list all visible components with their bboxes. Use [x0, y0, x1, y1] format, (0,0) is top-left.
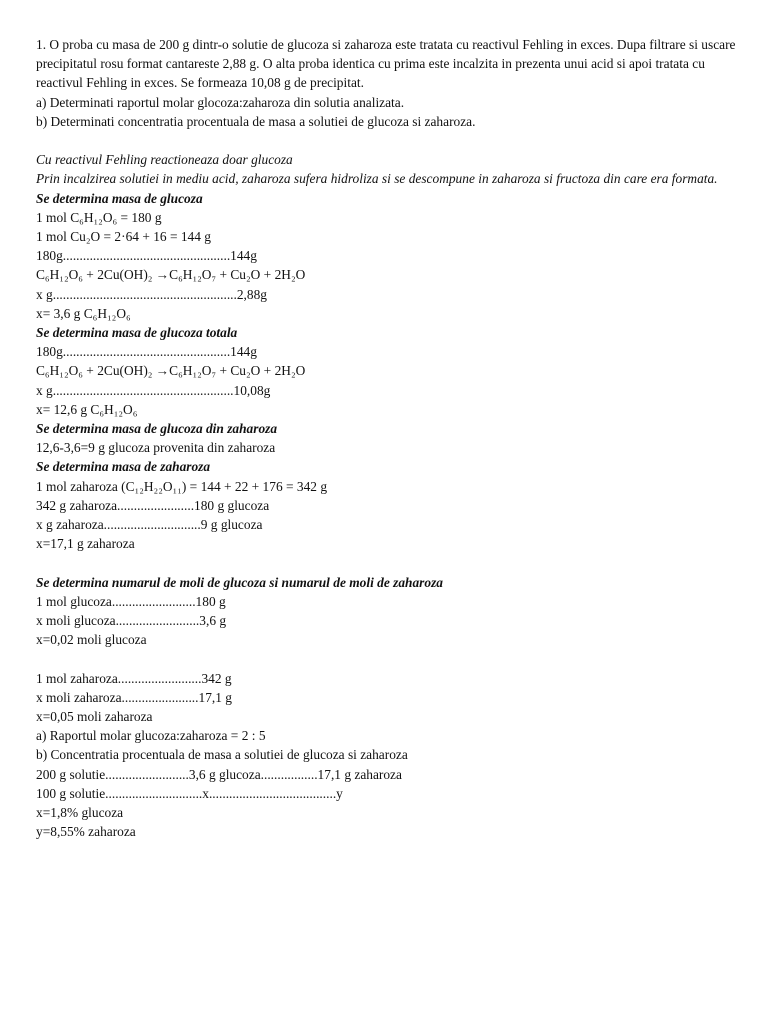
section-heading-glucose-from-sucrose: Se determina masa de glucoza din zaharoza: [36, 421, 278, 437]
reaction-equation: C₆H₁₂O₆ + 2Cu(OH)₂ →C₆H₁₂O₇ + Cu₂O + 2H₂O: [36, 267, 306, 283]
text-line: 180g..................................................144g: [36, 344, 257, 360]
text-line: 1 mol zaharoza (C₁₂H₂₂O₁₁) = 144 + 22 + 176 = 342 g: [36, 478, 328, 494]
text-line: x g.......................................................2,88g: [36, 286, 267, 302]
text-line: 180g..................................................144g: [36, 248, 257, 264]
result-line: x=17,1 g zaharoza: [36, 536, 135, 552]
result-line: 12,6-3,6=9 g glucoza provenita din zaharoza: [36, 440, 276, 456]
result-line: x= 12,6 g C₆H₁₂O₆: [36, 401, 138, 417]
text-line: 200 g solutie.........................3,6 g glucoza.................17,1 g zaharoza: [36, 766, 402, 782]
text-line: x moli zaharoza.......................17,1 g: [36, 689, 232, 705]
reaction-equation: C₆H₁₂O₆ + 2Cu(OH)₂ →C₆H₁₂O₇ + Cu₂O + 2H₂O: [36, 363, 306, 379]
result-line: x=1,8% glucoza: [36, 805, 124, 821]
section-heading-moles: Se determina numarul de moli de glucoza si numarul de moli de zaharoza: [36, 574, 443, 590]
result-line: x=0,05 moli zaharoza: [36, 709, 153, 725]
result-line: y=8,55% zaharoza: [36, 824, 136, 840]
text-line: x g......................................................10,08g: [36, 382, 271, 398]
section-heading-total-glucose: Se determina masa de glucoza totala: [36, 325, 238, 341]
question-a: a) Determinati raportul molar glocoza:zaharoza din solutia analizata.: [36, 94, 405, 110]
result-line: x=0,02 moli glucoza: [36, 632, 147, 648]
text-line: x moli glucoza.........................3,6 g: [36, 613, 227, 629]
document-body: [36, 35, 736, 841]
result-line: x= 3,6 g C₆H₁₂O₆: [36, 305, 131, 321]
note-hydrolysis: Prin incalzirea solutiei in mediu acid, zaharoza sufera hidroliza si se descompune in zaharoza si fructoza din care era formata.: [36, 171, 718, 187]
answer-a: a) Raportul molar glucoza:zaharoza = 2 : 5: [36, 728, 266, 744]
text-line: 1 mol zaharoza.........................342 g: [36, 670, 232, 686]
text-line: 342 g zaharoza.......................180 g glucoza: [36, 497, 270, 513]
text-line: 1 mol C₆H₁₂O₆ = 180 g: [36, 209, 162, 225]
answer-b-heading: b) Concentratia procentuala de masa a solutiei de glucoza si zaharoza: [36, 747, 408, 763]
section-heading-sucrose-mass: Se determina masa de zaharoza: [36, 459, 211, 475]
text-line: 1 mol glucoza.........................180 g: [36, 593, 226, 609]
question-b: b) Determinati concentratia procentuala de masa a solutiei de glucoza si zaharoza.: [36, 113, 476, 129]
section-heading-glucose-mass: Se determina masa de glucoza: [36, 190, 203, 206]
problem-statement: 1. O proba cu masa de 200 g dintr-o solutie de glucoza si zaharoza este tratata cu reactivul Fehling in exces. Dupa filtrare si uscare precipitatul rosu format cantareste 2,88 g. O alta proba identica cu prima este incalzita in prezenta unui acid si apoi tratata cu reactivul Fehling in exces. Se formeaza 10,08 g de precipitat.: [36, 37, 736, 91]
text-line: 100 g solutie.............................x......................................y: [36, 785, 343, 801]
note-fehling: Cu reactivul Fehling reactioneaza doar glucoza: [36, 152, 293, 168]
text-line: 1 mol Cu₂O = 2·64 + 16 = 144 g: [36, 229, 211, 245]
text-line: x g zaharoza.............................9 g glucoza: [36, 517, 263, 533]
